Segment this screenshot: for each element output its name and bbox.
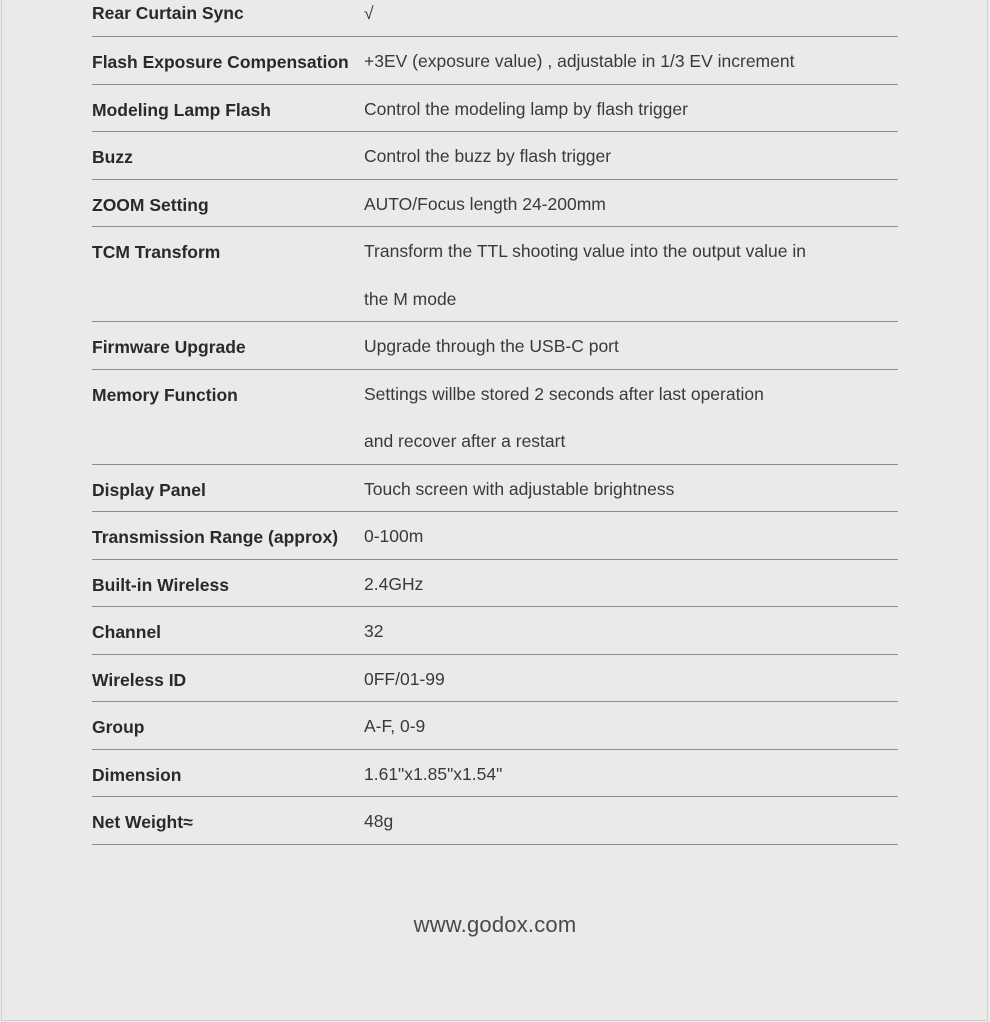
spec-value: 2.4GHz [364, 573, 424, 594]
spec-value-line-1: Transform the TTL shooting value into the output value in [364, 241, 806, 261]
spec-value: Control the buzz by flash trigger [364, 146, 612, 166]
spec-value: A-F, 0-9 [364, 716, 426, 736]
spec-value: 48g [364, 811, 394, 831]
spec-row-net-weight [92, 797, 898, 845]
spec-value: 0FF/01-99 [364, 668, 445, 689]
spec-row-transmission-range [92, 512, 898, 560]
spec-value [364, 371, 898, 464]
spec-value-line-2: and recover after a restart [364, 431, 566, 451]
spec-label: Channel [92, 622, 162, 642]
spec-label: TCM Transform [92, 242, 221, 262]
website-footer: www.godox.com [413, 912, 577, 937]
spec-row-built-in-wireless [92, 560, 898, 608]
spec-label: Modeling Lamp Flash [92, 99, 271, 120]
spec-value: Upgrade through the USB-C port [364, 336, 619, 356]
spec-label: Group [92, 717, 145, 737]
spec-value: +3EV (exposure value) , adjustable in 1/3 EV increment [364, 51, 795, 71]
spec-label: Wireless ID [92, 669, 187, 690]
spec-label: Flash Exposure Compensation [92, 52, 349, 72]
spec-row-zoom-setting [92, 180, 898, 228]
spec-row-flash-exposure-compensation [92, 37, 898, 85]
spec-label: Rear Curtain Sync [92, 3, 244, 23]
spec-value: √ [364, 3, 374, 23]
spec-row-group [92, 702, 898, 750]
spec-label: Net Weight≈ [92, 812, 193, 832]
spec-row-tcm-transform [92, 227, 898, 322]
spec-label: ZOOM Setting [92, 194, 209, 215]
spec-value-line-2: the M mode [364, 288, 457, 309]
spec-label: Display Panel [92, 479, 206, 500]
spec-row-modeling-lamp-flash [92, 85, 898, 133]
spec-value: 1.61"x1.85"x1.54" [364, 763, 503, 784]
spec-label: Built-in Wireless [92, 574, 229, 595]
spec-label: Firmware Upgrade [92, 337, 246, 357]
spec-value: Touch screen with adjustable brightness [364, 478, 675, 499]
spec-row-firmware-upgrade [92, 322, 898, 370]
spec-row-memory-function [92, 370, 898, 465]
spec-label: Memory Function [92, 384, 238, 405]
spec-row-channel [92, 607, 898, 655]
spec-row-rear-curtain-sync [92, 0, 898, 37]
spec-value-line-1: Settings willbe stored 2 seconds after last operation [364, 383, 764, 404]
spec-row-buzz [92, 132, 898, 180]
spec-row-wireless-id [92, 655, 898, 703]
spec-value [364, 228, 898, 321]
spec-label: Transmission Range (approx) [92, 527, 339, 547]
spec-row-display-panel [92, 465, 898, 513]
spec-row-dimension [92, 750, 898, 798]
spec-value: Control the modeling lamp by flash trigger [364, 98, 688, 119]
spec-label: Buzz [92, 147, 133, 167]
spec-table [92, 0, 898, 845]
spec-value: 0-100m [364, 526, 424, 546]
spec-value: 32 [364, 621, 384, 641]
spec-label: Dimension [92, 764, 182, 785]
spec-value: AUTO/Focus length 24-200mm [364, 193, 606, 214]
